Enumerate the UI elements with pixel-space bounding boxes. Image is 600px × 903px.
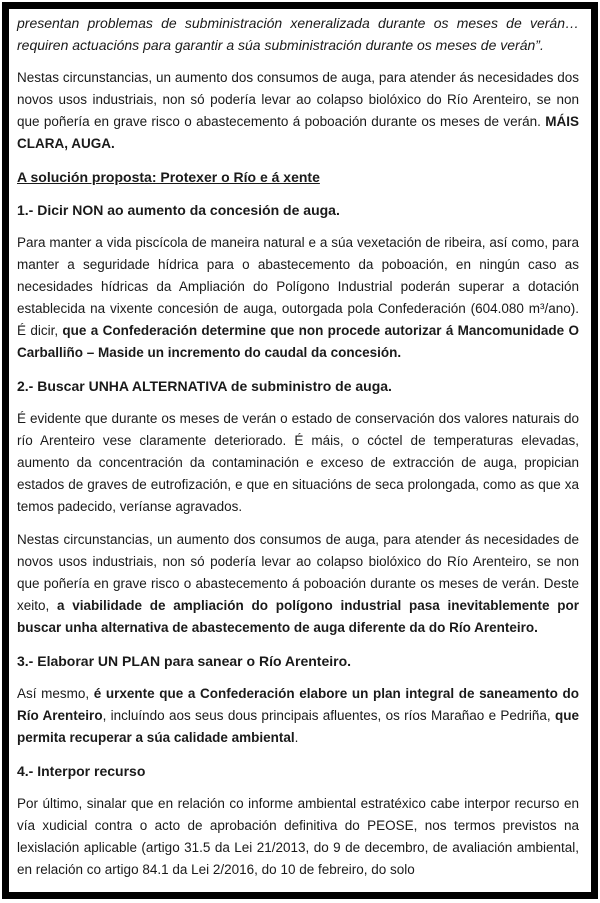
subheading-4-interpor-recurso	[17, 760, 579, 782]
text-run: É evidente que durante os meses de verán o estado de conservación dos valores naturais do río Arenteiro vese claramente deteriorado. É máis, o cóctel de temperaturas elevadas, aumento da concentración da contaminación e exceso de extracción de auga, propician estados de graves de eutrofización, e que en situacións de seca prolongada, como as que xa temos padecido, veríanse agravados.	[17, 411, 583, 514]
text-run: Para manter a vida piscícola de maneira natural e a súa vexetación de ribeira, así como, para manter a seguridade hídrica para o abastecemento da poboación, en ningún caso as necesidades hídricas da Ampliación do Polígono Industrial poderán superar a dotación establecida na vixente concesión de auga, outorgada pola Confederación (604.080 m³/ano). É dicir,	[17, 235, 583, 338]
subheading-2-buscar-alternativa	[17, 375, 579, 397]
text-run: Así mesmo,	[17, 686, 94, 701]
paragraph-e-evidente	[17, 408, 583, 518]
text-run-bold: que permita recuperar a súa calidade ambiental	[17, 708, 583, 745]
text-run: , incluíndo aos seus dous principais afluentes, os ríos Marañao e Pedriña,	[102, 708, 555, 723]
text-run: .	[294, 730, 299, 745]
text-run-bold: é urxente que a Confederación elabore un plan integral de saneamento do Río Arenteiro	[17, 686, 583, 723]
text-run: 4.- Interpor recurso	[17, 763, 146, 779]
subheading-3-elaborar-plan	[17, 650, 579, 672]
paragraph-por-ultimo	[17, 793, 583, 881]
text-run: Nestas circunstancias, un aumento dos consumos de auga, para atender ás necesidades dos novos usos industriais, non só podería levar ao colapso biolóxico do Río Arenteiro, se non que poñería en grave risco o abastecemento á poboación durante os meses de verán.	[17, 70, 583, 129]
text-run-bold: MÁIS CLARA, AUGA.	[17, 114, 583, 151]
text-run: 3.- Elaborar UN PLAN para sanear o Río Arenteiro.	[17, 653, 352, 669]
paragraph-circunstancias-1	[17, 67, 583, 155]
paragraph-circunstancias-2	[17, 529, 583, 639]
text-run-bold: a viabilidade de ampliación do polígono industrial pasa inevitablemente por buscar unha alternativa de abastecemento de auga diferente da do Río Arenteiro.	[17, 598, 583, 635]
text-run: 2.- Buscar UNHA ALTERNATIVA de subministro de auga.	[17, 378, 392, 394]
subheading-1-dicir-non	[17, 199, 579, 221]
paragraph-asi-mesmo	[17, 683, 583, 749]
document-page	[2, 2, 598, 899]
text-run: A solución proposta: Protexer o Río e á xente	[17, 169, 320, 185]
quote-paragraph	[17, 12, 583, 56]
text-run: presentan problemas de subministración xeneralizada durante os meses de verán… requiren actuacións para garantir a súa subministración durante os meses de verán”.	[17, 15, 583, 53]
text-run: 1.- Dicir NON ao aumento da concesión de auga.	[17, 202, 340, 218]
text-run-bold: que a Confederación determine que non procede autorizar á Mancomunidade O Carballiño – Maside un incremento do caudal da concesión.	[17, 323, 583, 360]
paragraph-para-manter	[17, 232, 583, 364]
text-run: Por último, sinalar que en relación co informe ambiental estratéxico cabe interpor recurso en vía xudicial contra o acto de aprobación definitiva do PEOSE, nos termos previstos na lexislación aplicable (artigo 31.5 da Lei 21/2013, do 9 de decembro, de avaliación ambiental, en relación co artigo 84.1 da Lei 2/2016, do 10 de febreiro, do solo	[17, 796, 583, 877]
text-run: Nestas circunstancias, un aumento dos consumos de auga, para atender ás necesidades de novos usos industriais, non só podería levar ao colapso biolóxico do Río Arenteiro, se non que poñería en grave risco o abastecemento á poboación durante os meses de verán. Deste xeito,	[17, 532, 583, 613]
section-heading-solucion	[17, 166, 579, 188]
